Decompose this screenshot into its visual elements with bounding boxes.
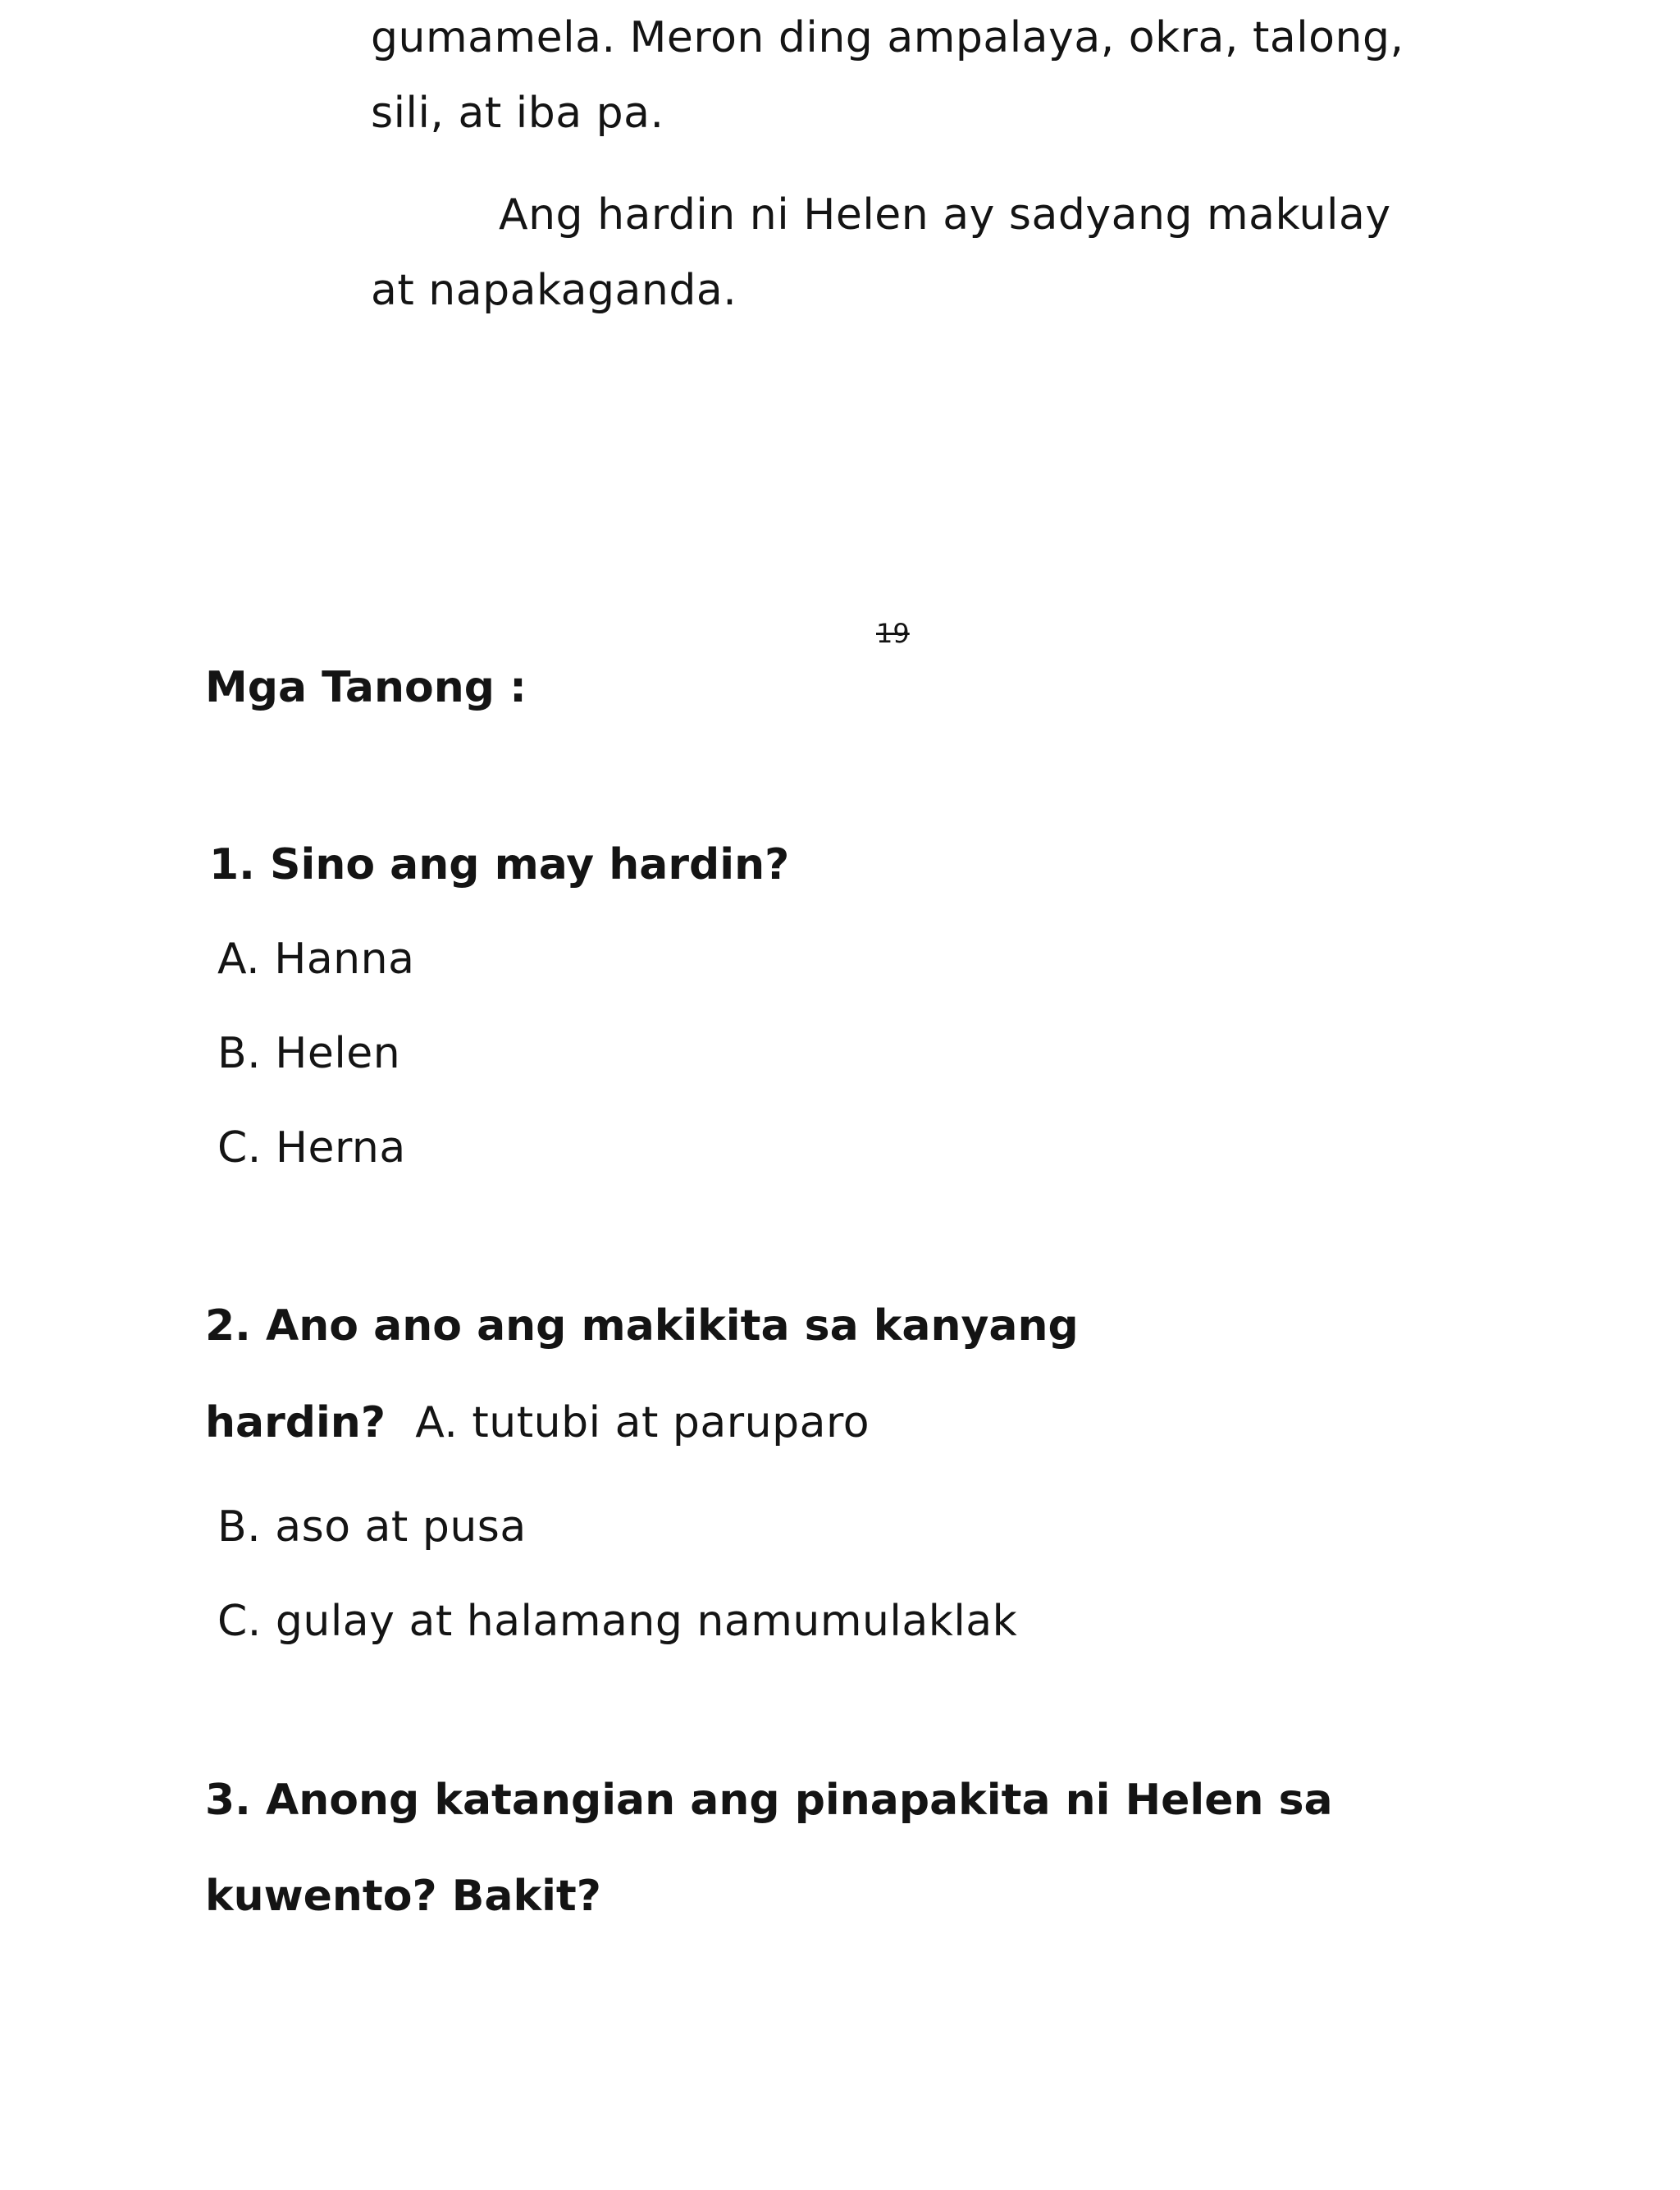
question-1-choice-a: A. Hanna (217, 935, 415, 984)
story-line-1: gumamela. Meron ding ampalaya, okra, talong, (371, 13, 1404, 62)
page-number: 19 (876, 618, 910, 649)
question-1-choice-b: B. Helen (217, 1029, 401, 1078)
story-line-3: Ang hardin ni Helen ay sadyang makulay (499, 190, 1391, 240)
question-2-choice-a: A. tutubi at paruparo (415, 1398, 870, 1447)
story-line-2: sili, at iba pa. (371, 89, 664, 138)
question-1: 1. Sino ang may hardin? (209, 840, 790, 889)
question-2-line-2 (205, 1398, 870, 1447)
story-line-4: at napakaganda. (371, 266, 737, 315)
question-3-line-2: kuwento? Bakit? (205, 1872, 601, 1921)
questions-heading: Mga Tanong : (205, 663, 527, 712)
question-3-line-1: 3. Anong katangian ang pinapakita ni Helen sa (205, 1776, 1333, 1825)
question-2-text-end: hardin? (205, 1398, 386, 1447)
question-1-choice-c: C. Herna (217, 1123, 406, 1173)
question-2-line-1: 2. Ano ano ang makikita sa kanyang (205, 1301, 1079, 1351)
question-2-choice-b: B. aso at pusa (217, 1502, 527, 1552)
question-2-choice-c: C. gulay at halamang namumulaklak (217, 1597, 1018, 1646)
